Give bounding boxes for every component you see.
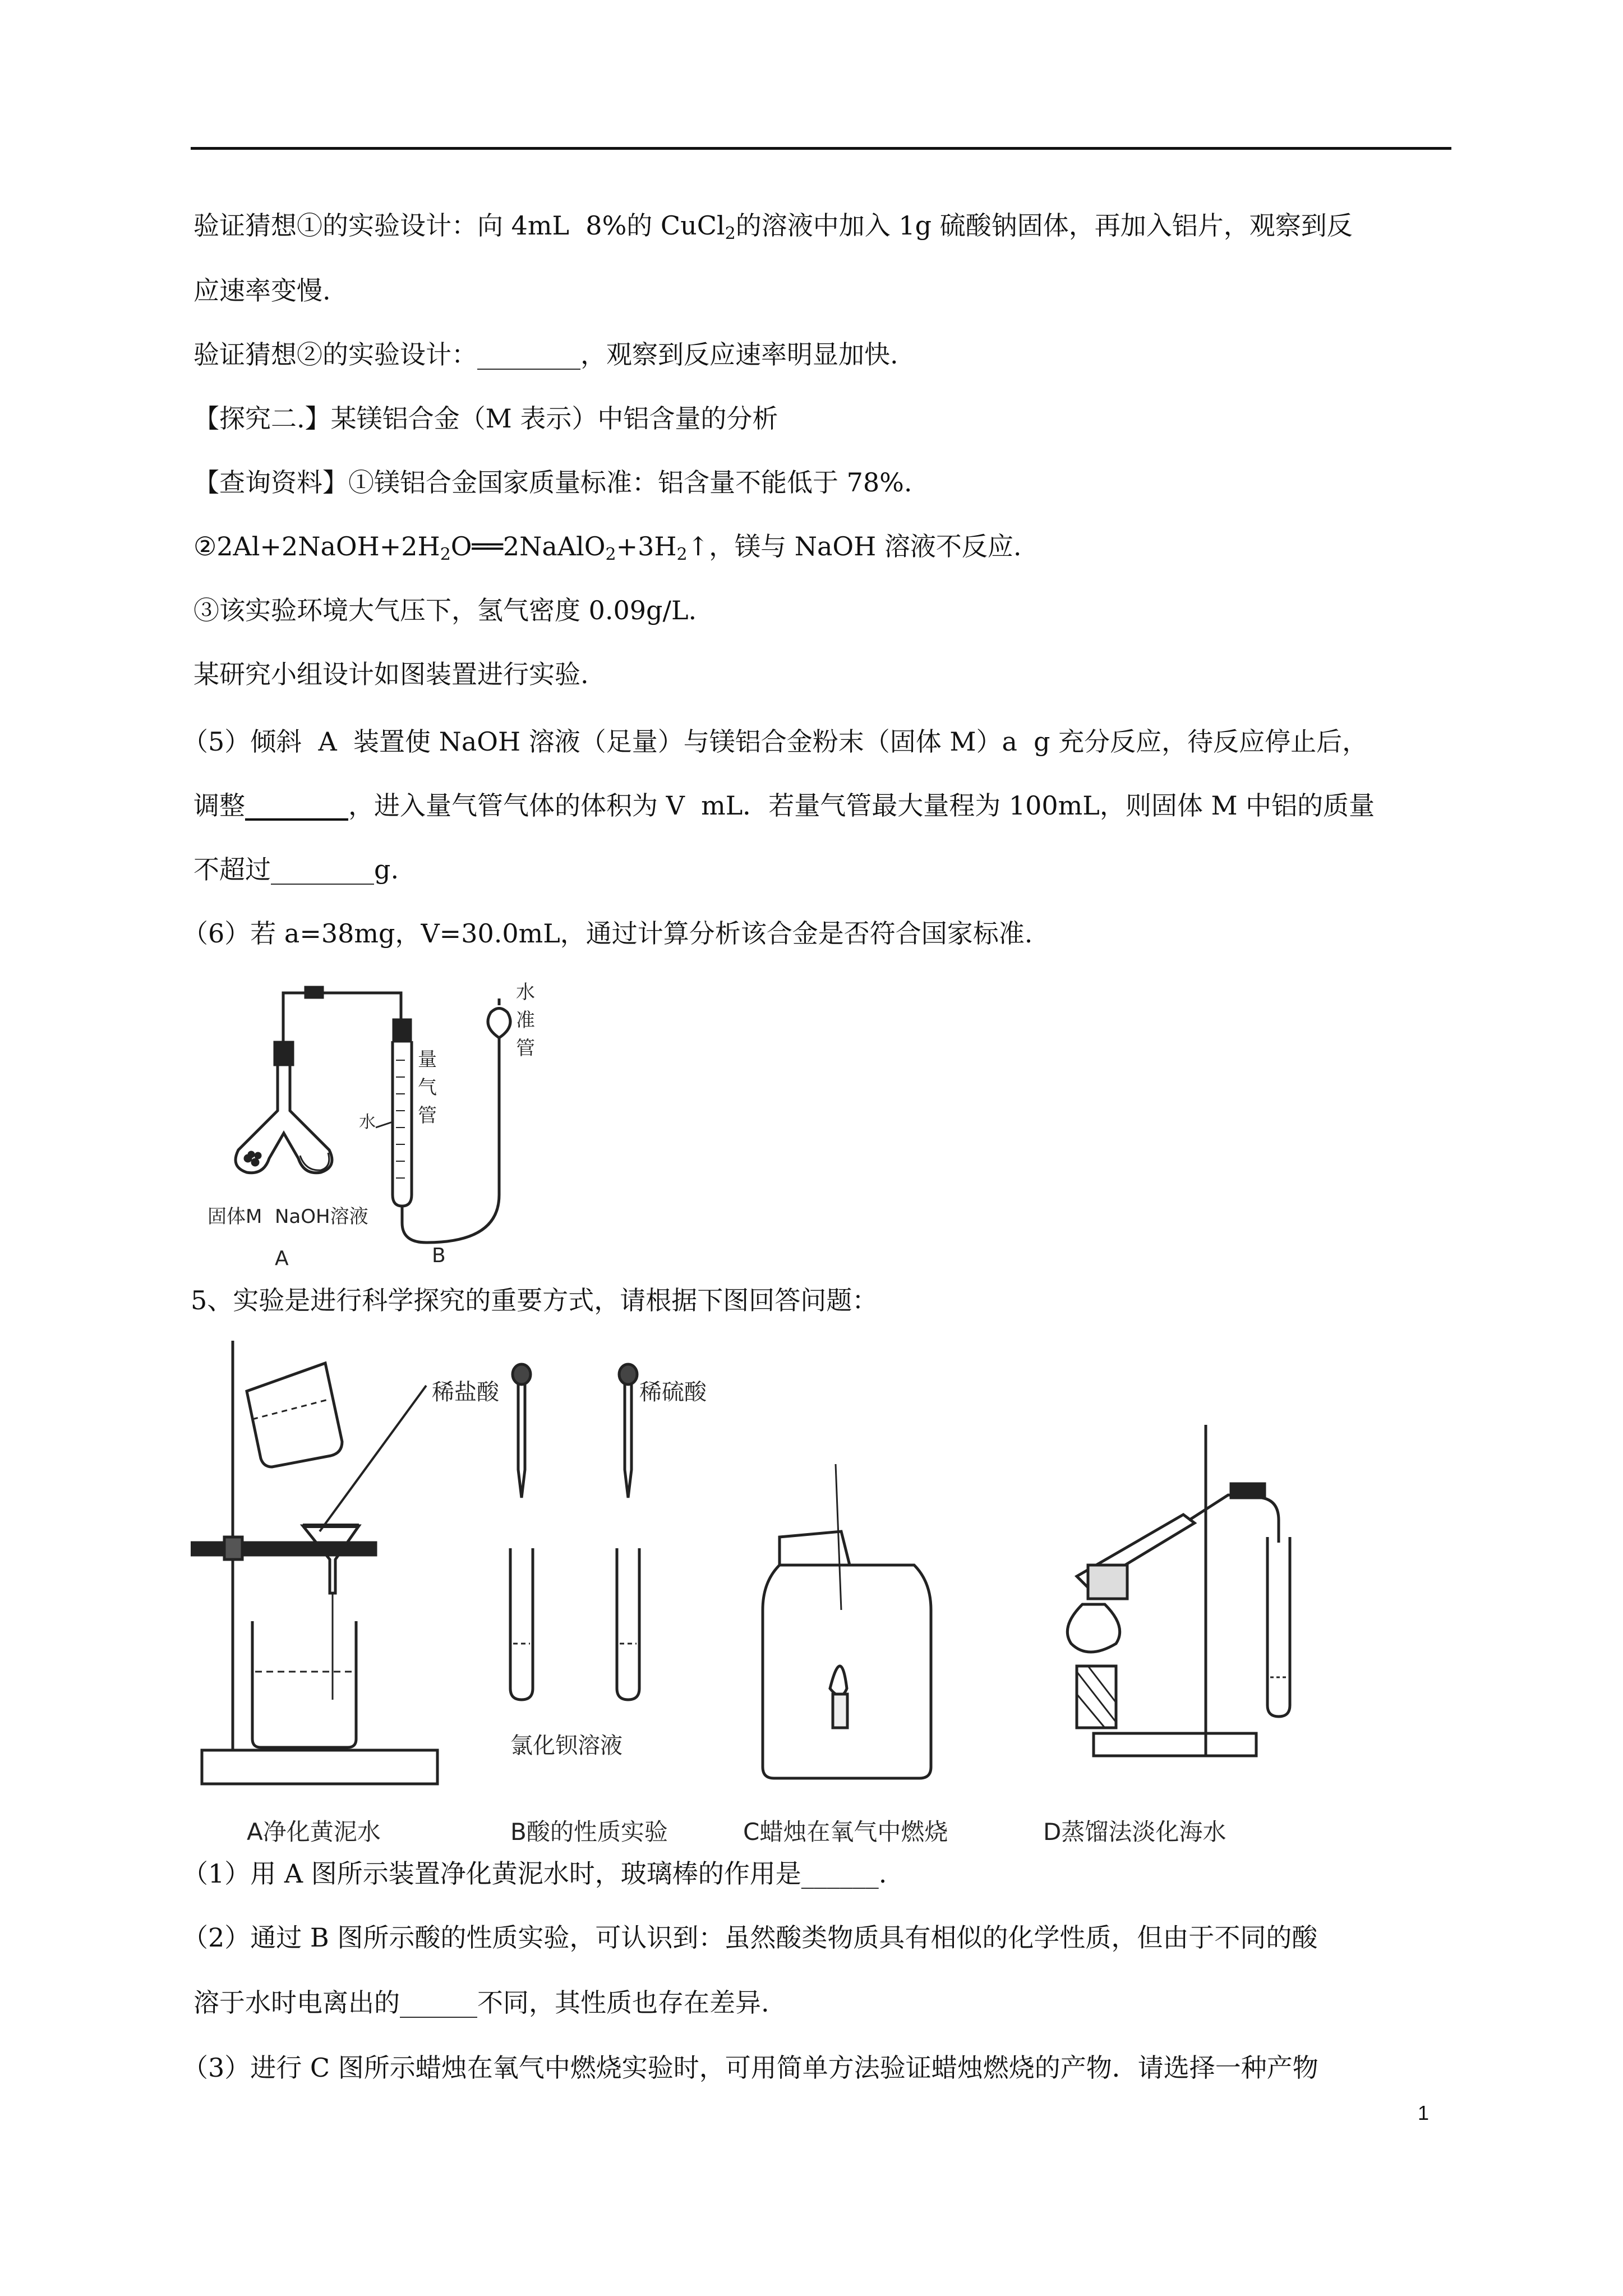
figure-label-b: B <box>432 1244 446 1267</box>
stand-base-a <box>202 1750 437 1784</box>
beaker-pour <box>247 1363 342 1467</box>
text-line-2: 应速率变慢. <box>193 275 331 306</box>
caption-c: C蜡烛在氧气中燃烧 <box>743 1818 948 1846</box>
stopper-b <box>394 1020 411 1041</box>
caption-a: A净化黄泥水 <box>247 1818 381 1846</box>
candle-flame <box>830 1666 847 1696</box>
level-tube-label-2: 准 <box>516 1009 535 1032</box>
question-5-line-3: 不超过________g. <box>193 854 399 885</box>
caption-b: B酸的性质实验 <box>510 1818 668 1846</box>
level-tube-label-3: 管 <box>516 1037 535 1060</box>
flask <box>1067 1604 1119 1652</box>
water-label: 水 <box>359 1112 376 1132</box>
stopper-a <box>275 1042 293 1065</box>
bacl2-label: 氯化钡溶液 <box>510 1733 623 1759</box>
header-rule <box>191 147 1451 150</box>
level-bulb <box>488 1009 510 1038</box>
stand-base-d <box>1094 1733 1256 1756</box>
figure-label-a: A <box>275 1247 289 1270</box>
section-heading-2: 【探究二.】某镁铝合金（M 表示）中铝含量的分析 <box>193 403 778 434</box>
clamp-icon <box>306 987 322 997</box>
page-number: 1 <box>1418 2101 1430 2124</box>
question-5-line-1: （5）倾斜 A 装置使 NaOH 溶液（足量）与镁铝合金粉末（固体 M）a g 充分反应，待反应停止后， <box>182 726 1368 757</box>
burette-label-2: 气 <box>418 1076 437 1099</box>
level-tube-label-1: 水 <box>516 981 535 1004</box>
gas-bottle <box>763 1565 931 1778</box>
text-line-7: ③该实验环境大气压下，氢气密度 0.09g/L. <box>193 595 697 625</box>
text-line-1: 验证猜想①的实验设计：向 4mL 8%的 CuCl$_2$的溶液中加入 1g 硫酸钠固体，再加入铝片，观察到反 <box>193 210 1353 243</box>
question-5-2-line-1: （2）通过 B 图所示酸的性质实验，可认识到：虽然酸类物质具有相似的化学性质，但由于不同的酸 <box>182 1922 1318 1953</box>
text-line-3: 验证猜想②的实验设计：________，观察到反应速率明显加快. <box>193 339 898 370</box>
funnel <box>303 1526 359 1593</box>
solid-m-label: 固体M <box>208 1205 262 1228</box>
question-5-line-2: 调整________，进入量气管气体的体积为 V mL．若量气管最大量程为 100mL，则固体 M 中铝的质量 <box>193 790 1375 821</box>
naoh-label: NaOH溶液 <box>275 1205 368 1228</box>
caption-d: D蒸馏法淡化海水 <box>1043 1818 1227 1846</box>
text-line-8: 某研究小组设计如图装置进行实验. <box>193 659 589 689</box>
question-5-1: （1）用 A 图所示装置净化黄泥水时，玻璃棒的作用是______. <box>182 1858 887 1889</box>
text-line-5: 【查询资料】①镁铝合金国家质量标准：铝含量不能低于 78%. <box>193 467 912 498</box>
question-heading-5: 5、实验是进行科学探究的重要方式，请根据下图回答问题： <box>191 1285 878 1315</box>
question-6-line: （6）若 a=38mg，V=30.0mL，通过计算分析该合金是否符合国家标准. <box>182 918 1033 949</box>
burette-label-3: 管 <box>418 1105 437 1127</box>
question-5-3-line-1: （3）进行 C 图所示蜡烛在氧气中燃烧实验时，可用简单方法验证蜡烛燃烧的产物．请选择一种产物 <box>182 2053 1318 2083</box>
figure-experiments <box>191 1329 1424 1857</box>
beaker-collect <box>252 1621 356 1747</box>
figure-gas-apparatus <box>185 959 589 1273</box>
question-5-2-line-2: 溶于水时电离出的______不同，其性质也存在差异. <box>193 1987 769 2018</box>
acid-label-hcl: 稀盐酸 <box>432 1379 499 1405</box>
burette-label-1: 量 <box>418 1048 437 1071</box>
acid-label-h2so4: 稀硫酸 <box>639 1379 707 1405</box>
equation-line: $②2Al+2NaOH+2H_2O══2NaAlO_2+3H_2↑$，镁与 NaOH 溶液不反应. <box>193 531 1022 564</box>
